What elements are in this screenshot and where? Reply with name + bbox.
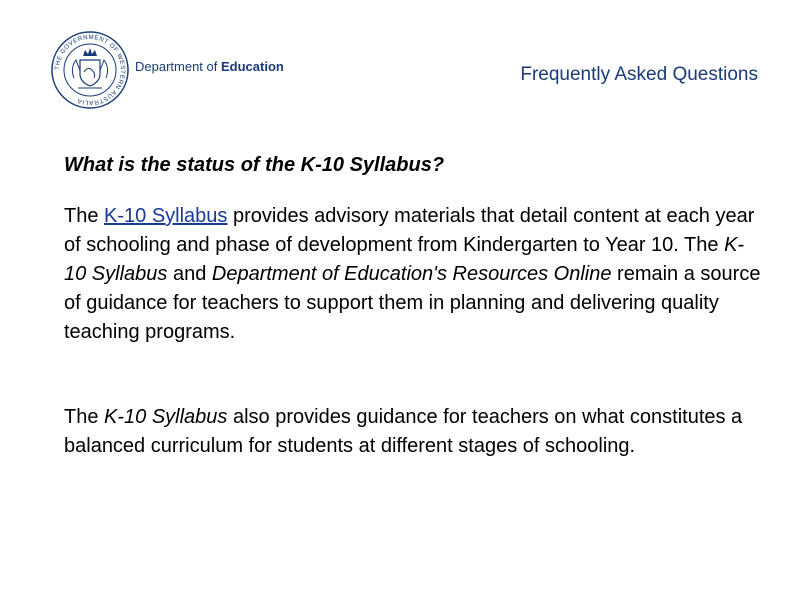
- p1-text-4: remain a source of guidance for teachers to support them in planning and delivering quality teaching programs.: [64, 263, 761, 343]
- department-name-prefix: Department of: [135, 59, 221, 74]
- department-name: [135, 59, 284, 74]
- government-crest-icon: [50, 30, 130, 110]
- answer-paragraph-2: [64, 403, 764, 461]
- p2-text-2: also provides guidance for teachers on what constitutes a balanced curriculum for students at different stages of schooling.: [64, 406, 743, 457]
- svg-text:THE GOVERNMENT OF WESTERN AUST: [54, 34, 126, 106]
- p2-text-1: The: [64, 406, 105, 428]
- p2-emphasis-1: K-10 Syllabus: [104, 406, 228, 428]
- crest-ring-text: THE GOVERNMENT OF WESTERN AUSTRALIA: [53, 33, 127, 107]
- page-title: Frequently Asked Questions: [520, 64, 758, 85]
- p1-emphasis-1: K-10 Syllabus: [64, 234, 745, 285]
- p1-text-1: The: [64, 205, 105, 227]
- p1-emphasis-2: Department of Education's Resources Online: [211, 263, 612, 285]
- question-heading: What is the status of the K-10 Syllabus?: [64, 154, 445, 176]
- department-name-bold: Education: [221, 59, 284, 74]
- k10-syllabus-link[interactable]: K-10 Syllabus: [104, 205, 228, 227]
- p1-text-3: and: [167, 263, 212, 285]
- answer-paragraph-1: [64, 202, 764, 347]
- p1-text-2: provides advisory materials that detail content at each year of schooling and phase of development from Kindergarten to Year 10. The: [64, 205, 755, 256]
